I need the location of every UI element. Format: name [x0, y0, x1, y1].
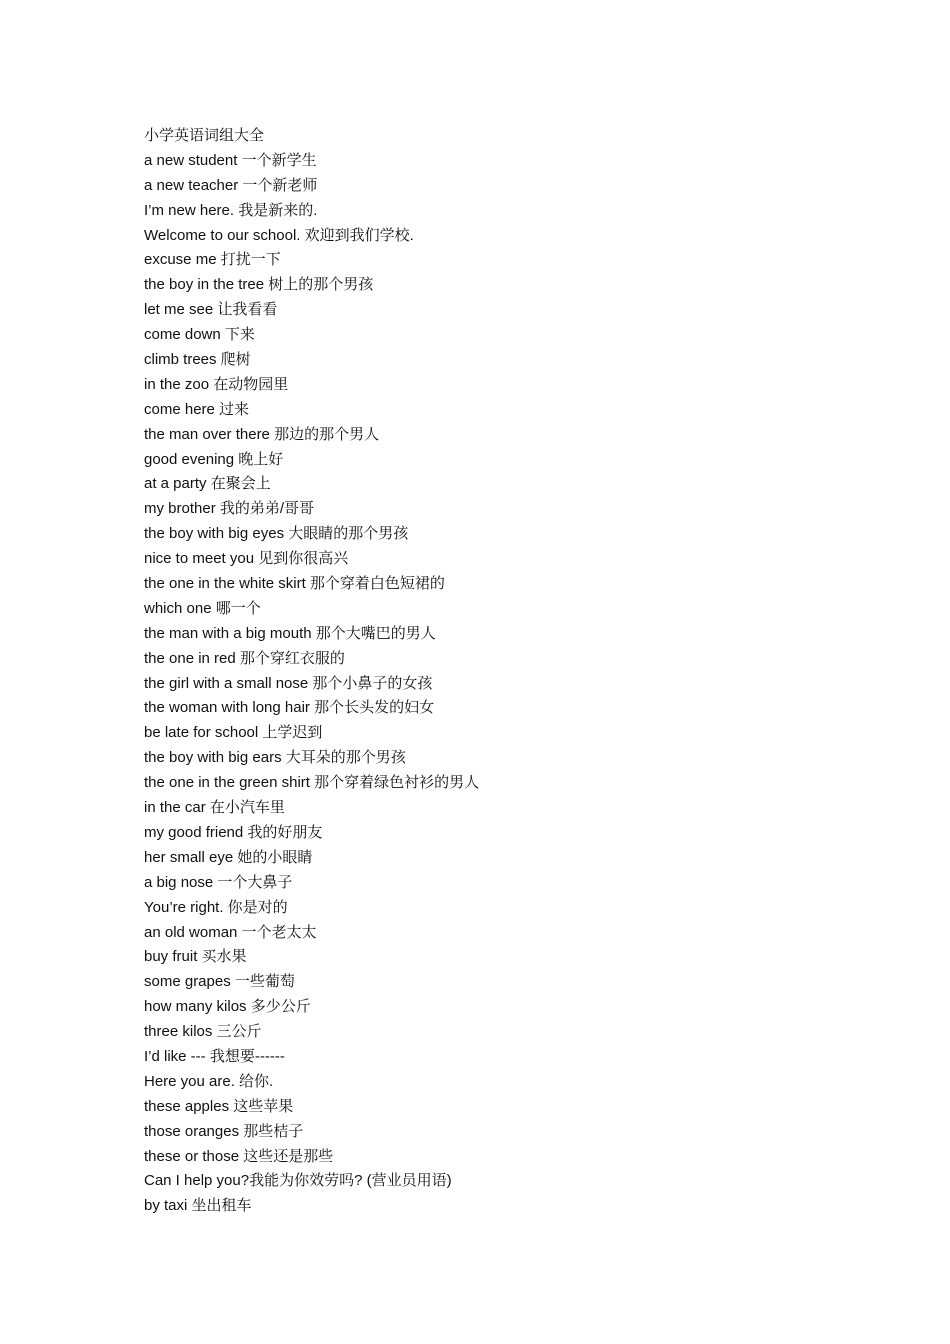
phrase-line: these or those 这些还是那些 [144, 1147, 334, 1165]
phrase-line: the boy with big ears 大耳朵的那个男孩 [144, 749, 406, 767]
phrase-line: an old woman 一个老太太 [144, 923, 317, 941]
phrase-line: three kilos 三公斤 [144, 1023, 262, 1041]
phrase-line: in the zoo 在动物园里 [144, 375, 289, 393]
phrase-line: You’re right. 你是对的 [144, 898, 288, 916]
phrase-line: these apples 这些苹果 [144, 1097, 294, 1115]
phrase-line: at a party 在聚会上 [144, 475, 271, 493]
phrase-line: the woman with long hair 那个长头发的妇女 [144, 699, 435, 717]
phrase-line: a new student 一个新学生 [144, 151, 317, 169]
phrase-line: excuse me 打扰一下 [144, 251, 281, 269]
phrase-line: a new teacher 一个新老师 [144, 176, 318, 194]
phrase-line: which one 哪一个 [144, 599, 261, 617]
phrase-line: be late for school 上学迟到 [144, 724, 323, 742]
phrase-line: the boy with big eyes 大眼睛的那个男孩 [144, 525, 409, 543]
phrase-list [144, 124, 904, 1219]
phrase-line: buy fruit 买水果 [144, 948, 247, 966]
phrase-line: come here 过来 [144, 400, 250, 418]
phrase-line: those oranges 那些桔子 [144, 1122, 304, 1140]
phrase-line: in the car 在小汽车里 [144, 799, 285, 817]
phrase-line: the boy in the tree 树上的那个男孩 [144, 276, 374, 294]
document-title: 小学英语词组大全 [144, 127, 265, 144]
phrase-line: the one in the white skirt 那个穿着白色短裙的 [144, 575, 445, 593]
phrase-line: my brother 我的弟弟/哥哥 [144, 500, 315, 518]
phrase-line: the one in red 那个穿红衣服的 [144, 649, 345, 667]
phrase-line: come down 下来 [144, 326, 255, 344]
phrase-line: the man over there 那边的那个男人 [144, 425, 380, 443]
phrase-line: a big nose 一个大鼻子 [144, 873, 293, 891]
phrase-line: some grapes 一些葡萄 [144, 973, 295, 991]
phrase-line: I’d like --- 我想要------ [144, 1047, 285, 1065]
phrase-line: climb trees 爬树 [144, 351, 251, 369]
phrase-line: nice to meet you 见到你很高兴 [144, 550, 349, 568]
phrase-line: I’m new here. 我是新来的. [144, 201, 318, 219]
phrase-line: her small eye 她的小眼睛 [144, 848, 313, 866]
phrase-line: good evening 晚上好 [144, 450, 284, 468]
phrase-line: the one in the green shirt 那个穿着绿色衬衫的男人 [144, 774, 480, 792]
phrase-line: Here you are. 给你. [144, 1072, 274, 1090]
phrase-line: let me see 让我看看 [144, 301, 278, 319]
phrase-line: Welcome to our school. 欢迎到我们学校. [144, 226, 414, 244]
phrase-line: the man with a big mouth 那个大嘴巴的男人 [144, 624, 436, 642]
phrase-line: my good friend 我的好朋友 [144, 823, 323, 841]
phrase-line: the girl with a small nose 那个小鼻子的女孩 [144, 674, 433, 692]
phrase-line: Can I help you?我能为你效劳吗? (营业员用语) [144, 1172, 452, 1190]
phrase-line: how many kilos 多少公斤 [144, 998, 311, 1016]
phrase-line: by taxi 坐出租车 [144, 1197, 252, 1215]
